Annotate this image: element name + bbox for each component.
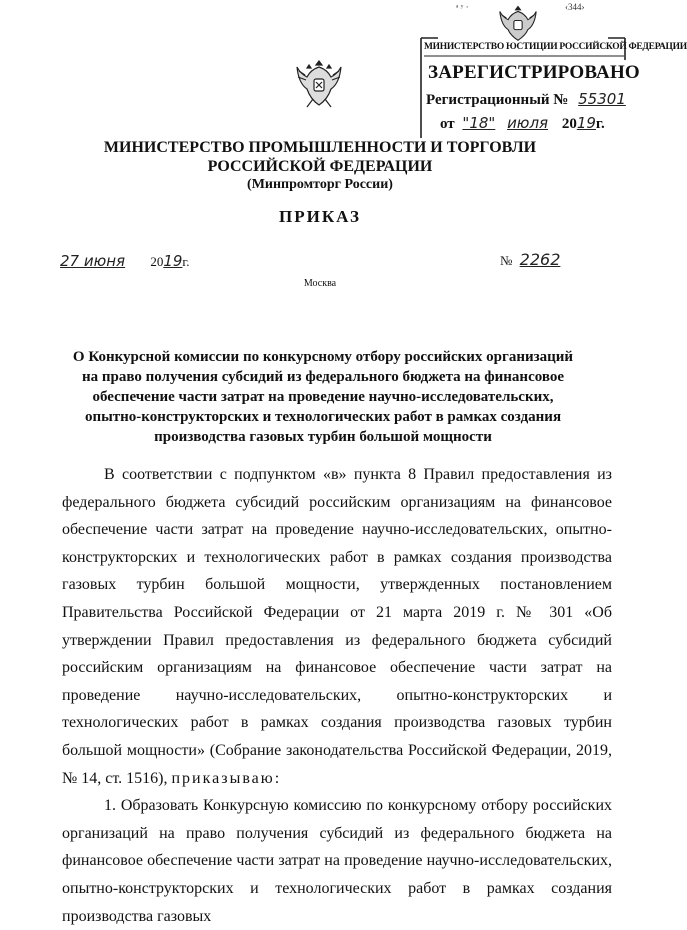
order-date-handwritten: 27 июня — [60, 252, 126, 270]
top-margin-marks: ᵃ ʸ · — [456, 2, 469, 12]
ministry-short-name: (Минпромторг России) — [247, 177, 393, 192]
order-number-handwritten: 2262 — [519, 250, 561, 269]
stamp-ministry-name: МИНИСТЕРСТВО ЮСТИЦИИ РОССИЙСКОЙ ФЕДЕРАЦИИ — [424, 42, 687, 52]
document-title: ПРИКАЗ — [279, 207, 361, 226]
top-margin-number: ‹344› — [565, 2, 585, 12]
ministry-name-line1: МИНИСТЕРСТВО ПРОМЫШЛЕННОСТИ И ТОРГОВЛИ — [103, 139, 537, 156]
order-body — [62, 461, 612, 930]
stamp-date-year-prefix: 20 — [561, 116, 577, 132]
stamp-reg-label: Регистрационный № — [426, 92, 569, 108]
order-number — [500, 250, 560, 269]
ministry-name-line2: РОССИЙСКОЙ ФЕДЕРАЦИИ — [207, 158, 433, 175]
stamp-reg-number: 55301 — [578, 90, 626, 108]
order-year-suffix: г. — [182, 254, 190, 269]
order-command: приказываю: — [171, 769, 282, 787]
stamp-registration-line — [426, 90, 626, 109]
order-subject: О Конкурсной комиссии по конкурсному отбору российских организаций на право получения субсидий из федерального бюджета на финансовое обеспечение части затрат на проведение научно-исследовательских, опытно-конструкторских и технологических работ в рамках создания производства газовых турбин большой мощности — [72, 349, 574, 445]
stamp-status: ЗАРЕГИСТРИРОВАНО — [428, 62, 640, 83]
order-number-label: № — [500, 253, 513, 268]
stamp-date-year: 19 — [576, 114, 596, 132]
order-year-handwritten: 19 — [163, 252, 183, 270]
ministry-name — [70, 138, 570, 176]
body-paragraph-1 — [62, 461, 612, 792]
stamp-date-month: июля — [507, 114, 549, 132]
body-paragraph-1-text: В соответствии с подпунктом «в» пункта 8 Правил предоставления из федерального бюджета субсидий российским организациям на финансовое обеспечение части затрат на проведение научно-исследовательских, опытно-конструкторских и технологических работ в рамках создания производства газовых турбин большой мощности, утвержденных постановлением Правительства Российской Федерации от 21 марта 2019 г. № 301 «Об утверждении Правил предоставления из федерального бюджета субсидий российским организациям на финансовое обеспечение части затрат на проведение научно-исследовательских, опытно-конструкторских и технологических работ в рамках создания производства газовых турбин большой мощности» (Собрание законодательства Российской Федерации, 2019, № 14, ст. 1516), — [62, 466, 612, 787]
stamp-date-suffix: г. — [595, 116, 605, 132]
stamp-date-day: "18" — [462, 114, 496, 132]
stamp-date-prefix: от — [440, 116, 455, 132]
coat-of-arms-emblem-icon — [295, 55, 343, 113]
order-city: Москва — [303, 278, 337, 289]
body-paragraph-2: 1. Образовать Конкурсную комиссию по конкурсному отбору российских организаций на право получения субсидий из федерального бюджета на финансовое обеспечение части затрат на проведение научно-исследовательских, опытно-конструкторских и технологических работ в рамках создания производства газовых — [62, 797, 612, 925]
order-year-prefix: 20 — [150, 254, 164, 269]
order-date — [60, 252, 190, 270]
stamp-date-line — [440, 114, 605, 133]
